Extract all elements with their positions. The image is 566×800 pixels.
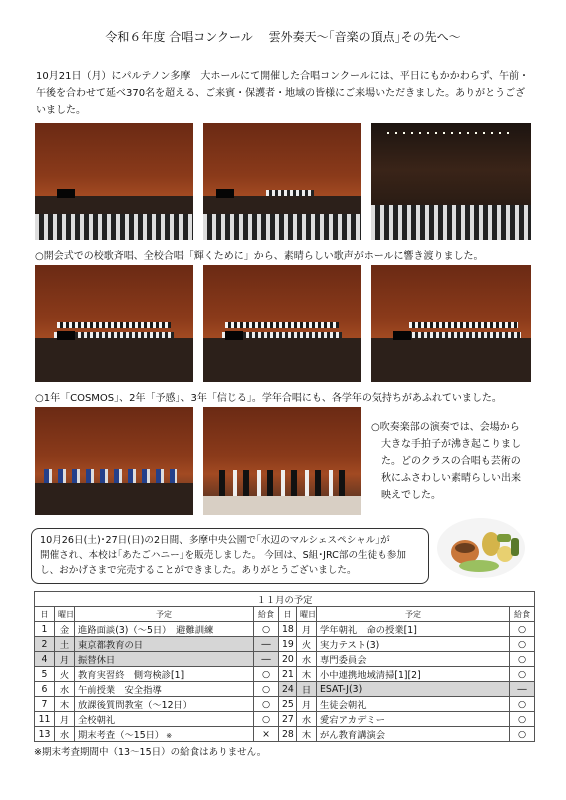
schedule-cell-day: 20 [279, 652, 297, 667]
photo-brass-band [35, 407, 193, 515]
photo-grade2-chorus [203, 265, 361, 382]
schedule-cell-weekday: 日 [297, 682, 317, 697]
schedule-cell-weekday: 水 [297, 652, 317, 667]
schedule-cell-plan: 学年朝礼 命の授業[1] [317, 622, 510, 637]
marche-notice: 10月26日(土)･27日(日)の2日間、多摩中央公園で｢水辺のマルシェスペシャル｣が 開催され、本校は｢あたごハニー｣を販売しました。 今回は、S組･JRC部の生徒も参加 し、おかげさまで完売することができました。ありがとうございました。 [31, 528, 429, 584]
schedule-cell-weekday: 水 [297, 712, 317, 727]
schedule-cell-lunch: ○ [254, 667, 279, 682]
food-photo [435, 514, 527, 578]
schedule-cell-lunch: ○ [510, 637, 535, 652]
schedule-cell-plan: 全校朝礼 [75, 712, 254, 727]
photo-opening-ceremony [35, 123, 193, 240]
schedule-cell-weekday: 水 [55, 727, 75, 742]
intro-paragraph: 10月21日（月）にパルテノン多摩 大ホールにて開催した合唱コンクールには、平日にもかかわらず、午前・午後を合わせて延べ370名を超える、ご来賓・保護者・地域の皆様にご来場いただきました。ありがとうございました。 [36, 71, 529, 116]
schedule-cell-plan: 小中連携地域清掃[1][2] [317, 667, 510, 682]
caption-row1: ○開会式での校歌斉唱、全校合唱「輝くために」から、素晴らしい歌声がホールに響き渡りました。 [35, 251, 484, 262]
photo-grade3-chorus [371, 265, 531, 382]
schedule-cell-lunch: ○ [510, 667, 535, 682]
schedule-cell-day: 21 [279, 667, 297, 682]
table-row [35, 652, 535, 667]
schedule-cell-plan: 期末考査（～15日） ※ [75, 727, 254, 742]
schedule-cell-day: 13 [35, 727, 55, 742]
schedule-cell-plan: 実力テスト(3) [317, 637, 510, 652]
schedule-cell-plan: 愛宕アカデミー [317, 712, 510, 727]
schedule-cell-day: 2 [35, 637, 55, 652]
schedule-cell-weekday: 木 [297, 727, 317, 742]
caption-row2: ○1年「COSMOS」、2年「予感」、3年「信じる」。学年合唱にも、各学年の気持ちがあふれていました。 [35, 393, 502, 404]
schedule-cell-day: 27 [279, 712, 297, 727]
schedule-cell-day: 6 [35, 682, 55, 697]
schedule-title: １１月の予定 [35, 592, 535, 607]
schedule-cell-day: 24 [279, 682, 297, 697]
schedule-cell-weekday: 水 [55, 682, 75, 697]
schedule-footnote: ※期末考査期間中（13～15日）の給食はありません。 [34, 747, 267, 758]
schedule-cell-day: 11 [35, 712, 55, 727]
page-title: 令和６年度 合唱コンクール 雲外奏天～｢音楽の頂点｣その先へ～ [105, 30, 461, 44]
schedule-cell-plan: 午前授業 安全指導 [75, 682, 254, 697]
schedule-cell-lunch: ○ [254, 712, 279, 727]
schedule-cell-day: 7 [35, 697, 55, 712]
schedule-cell-lunch: ○ [254, 682, 279, 697]
photo-grade1-chorus [35, 265, 193, 382]
schedule-cell-weekday: 月 [297, 622, 317, 637]
schedule-cell-plan: 放課後質問教室（～12日） [75, 697, 254, 712]
schedule-cell-lunch: ○ [254, 622, 279, 637]
table-row [35, 697, 535, 712]
schedule-cell-plan: がん教育講演会 [317, 727, 510, 742]
schedule-cell-weekday: 月 [297, 697, 317, 712]
photo-school-song [203, 123, 361, 240]
schedule-cell-weekday: 火 [297, 637, 317, 652]
schedule-cell-weekday: 木 [297, 667, 317, 682]
schedule-cell-day: 1 [35, 622, 55, 637]
table-row [35, 682, 535, 697]
november-schedule: １１月の予定 日 曜日 予定 給食 日 曜日 予定 給食 1 金 進路面談(3)（～5日） 避難訓練 ○ 18 月 学年朝礼 命の授業[1] ○ 2 土 東京都教育の日 ― 19 火 実力テスト(3) ○ 4 月 振替休日 ― 20 水 専門委員会 ○ 5 火 教育実習終 側弯検診[1] ○ 21 木 小中連携地域清掃[1][2] ○ 6 水 午前授業 安全指導 ○ 24 日 ESAT-J(3) ― 7 木 放課後質問教室（～12日） ○ 25 月 生徒会朝礼 ○ 11 月 全校朝礼 ○ 27 水 愛宕アカデミー ○ 13 水 期末考査（～15日） ※ × 28 木 がん教育講演会 ○ [34, 591, 535, 742]
schedule-cell-day: 28 [279, 727, 297, 742]
schedule-cell-lunch: ― [254, 637, 279, 652]
photo-awards [203, 407, 361, 515]
schedule-cell-lunch: × [254, 727, 279, 742]
schedule-cell-lunch: ― [254, 652, 279, 667]
schedule-cell-day: 25 [279, 697, 297, 712]
schedule-cell-day: 19 [279, 637, 297, 652]
schedule-cell-plan: 進路面談(3)（～5日） 避難訓練 [75, 622, 254, 637]
schedule-cell-plan: ESAT-J(3) [317, 682, 510, 697]
schedule-cell-lunch: ○ [510, 622, 535, 637]
table-row [35, 637, 535, 652]
schedule-cell-lunch: ○ [254, 697, 279, 712]
schedule-cell-weekday: 木 [55, 697, 75, 712]
schedule-cell-weekday: 土 [55, 637, 75, 652]
schedule-cell-plan: 振替休日 [75, 652, 254, 667]
schedule-cell-plan: 東京都教育の日 [75, 637, 254, 652]
photo-all-school-chorus [371, 123, 531, 240]
brass-band-text: ○吹奏楽部の演奏では、会場から 大きな手拍子が沸き起こりまし た。どのクラスの合唱も芸術の 秋にふさわしい素晴らしい出来 映えでした。 [371, 422, 521, 501]
table-row [35, 622, 535, 637]
schedule-cell-day: 5 [35, 667, 55, 682]
schedule-cell-lunch: ― [510, 682, 535, 697]
schedule-cell-lunch: ○ [510, 652, 535, 667]
note-mark: ※ [166, 732, 173, 740]
table-row [35, 712, 535, 727]
table-row [35, 667, 535, 682]
schedule-cell-day: 18 [279, 622, 297, 637]
schedule-cell-day: 4 [35, 652, 55, 667]
schedule-cell-plan: 専門委員会 [317, 652, 510, 667]
schedule-cell-lunch: ○ [510, 697, 535, 712]
schedule-cell-plan: 生徒会朝礼 [317, 697, 510, 712]
table-row [35, 727, 535, 742]
schedule-cell-lunch: ○ [510, 712, 535, 727]
schedule-cell-weekday: 月 [55, 652, 75, 667]
schedule-cell-weekday: 金 [55, 622, 75, 637]
schedule-cell-lunch: ○ [510, 727, 535, 742]
schedule-cell-plan: 教育実習終 側弯検診[1] [75, 667, 254, 682]
schedule-cell-weekday: 月 [55, 712, 75, 727]
schedule-cell-weekday: 火 [55, 667, 75, 682]
